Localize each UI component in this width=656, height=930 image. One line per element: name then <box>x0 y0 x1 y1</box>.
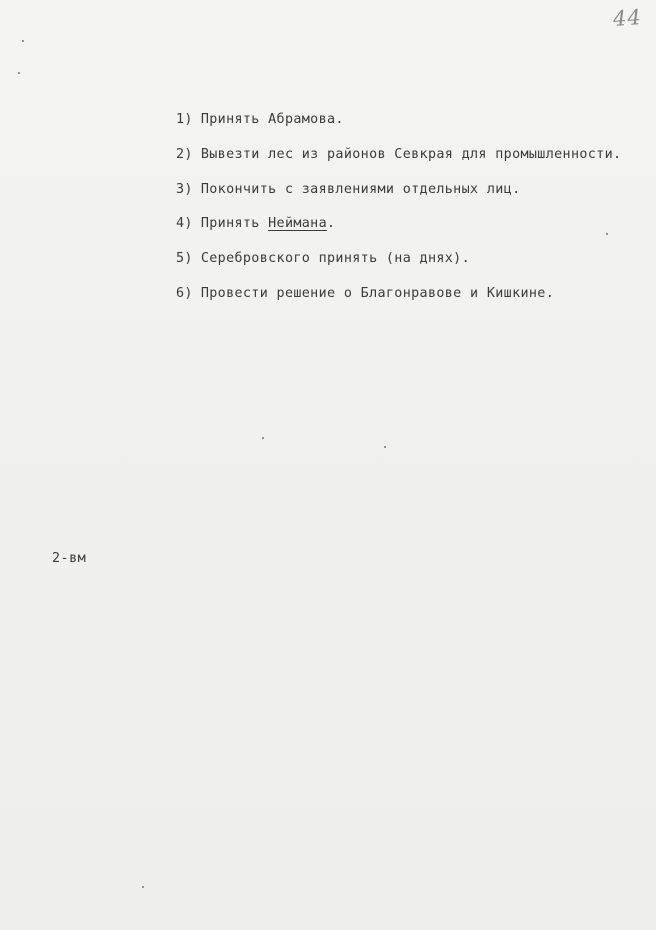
typist-initials: 2-вм <box>52 551 87 566</box>
paper-speck <box>262 437 264 439</box>
paper-speck <box>606 233 608 235</box>
item-text: Принять <box>200 216 269 232</box>
item-text: Провести решение о Благонравове и Кишкине. <box>200 285 555 301</box>
paper-speck <box>22 40 24 42</box>
item-number: 6) <box>176 285 193 301</box>
item-text: Принять Абрамова. <box>200 112 344 127</box>
page-number: 44 <box>612 5 643 31</box>
list-item <box>176 216 621 251</box>
list-item <box>176 112 621 147</box>
item-text: Вывезти лес из районов Севкрая для промышленности. <box>200 146 622 162</box>
list-item <box>176 147 621 182</box>
paper-speck <box>18 72 20 74</box>
list-item <box>176 251 621 286</box>
item-number: 1) <box>176 112 193 127</box>
item-text: Серебровского принять (на днях). <box>200 251 471 267</box>
list-item <box>176 286 621 321</box>
list-item <box>176 182 621 217</box>
item-text: Покончить с заявлениями отдельных лиц. <box>200 181 521 197</box>
item-number: 2) <box>176 146 193 162</box>
item-number: 5) <box>176 251 193 267</box>
item-text-end: . <box>327 216 336 232</box>
paper-speck <box>142 886 144 888</box>
underlined-name: Неймана <box>268 216 328 232</box>
agenda-list <box>176 112 621 321</box>
paper-speck <box>384 446 386 448</box>
item-number: 4) <box>176 216 193 232</box>
item-number: 3) <box>176 181 193 197</box>
